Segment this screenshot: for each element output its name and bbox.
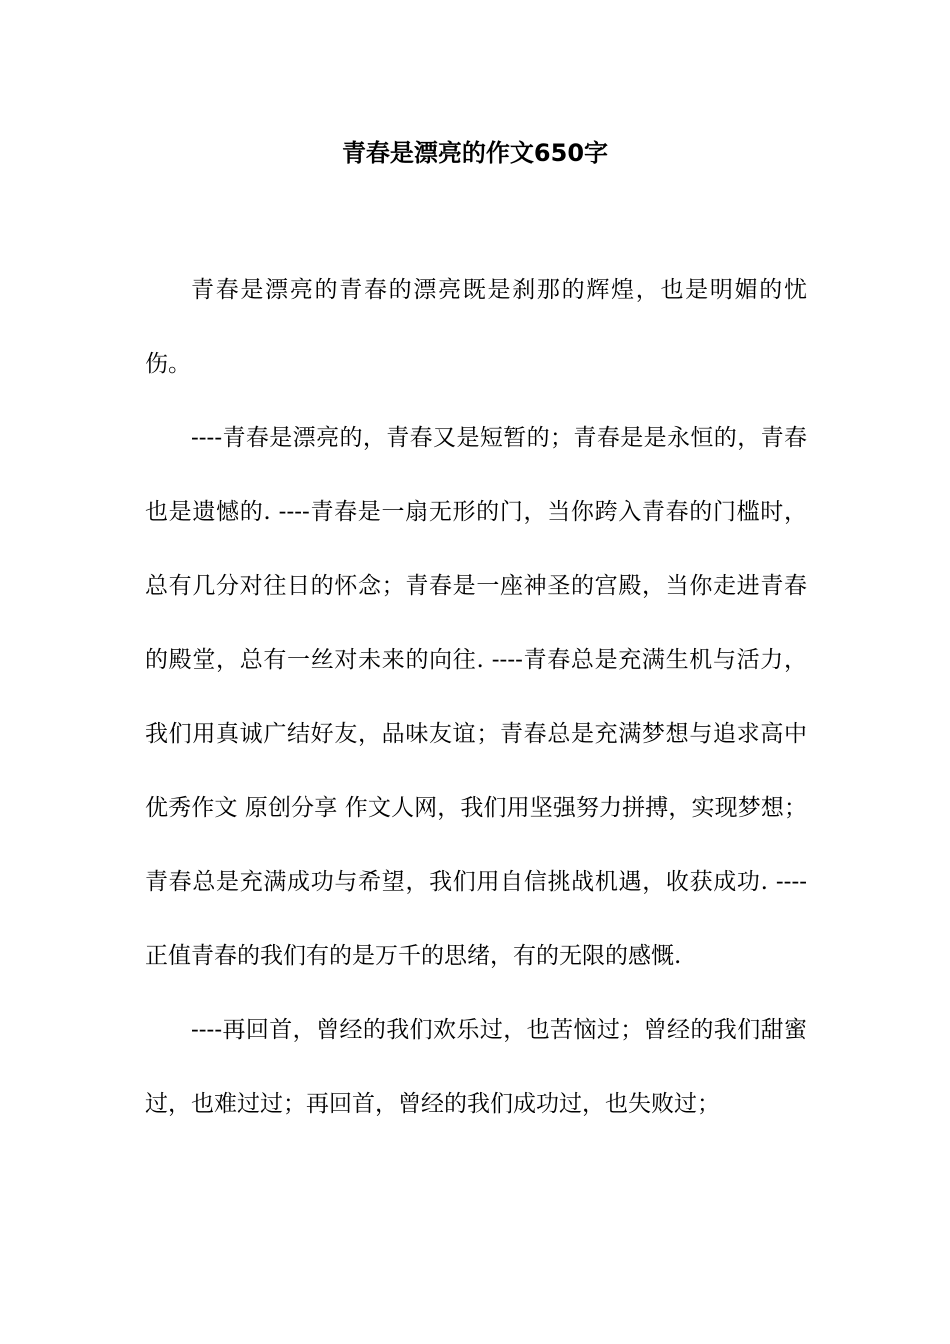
paragraph-3: ----再回首，曾经的我们欢乐过，也苦恼过；曾经的我们甜蜜过，也难过过；再回首，曾经的我们成功过，也失败过； xyxy=(145,1017,807,1117)
paragraph-2: ----青春是漂亮的，青春又是短暂的；青春是是永恒的，青春也是遗憾的. ----青春是一扇无形的门，当你跨入青春的门槛时，总有几分对往日的怀念；青春是一座神圣的宫殿，当你走进青春的殿堂，总有一丝对未来的向往. ----青春总是充满生机与活力，我们用真诚广结好友，品味友谊；青春总是充满梦想与追求高中优秀作文 原创分享 作文人网，我们用坚强努力拼搏，实现梦想；青春总是充满成功与希望，我们用自信挑战机遇，收获成功. ----正值青春的我们有的是万千的思绪，有的无限的感慨. xyxy=(145,425,807,969)
document-title: 青春是漂亮的作文650字 xyxy=(341,139,609,167)
paragraph-1: 青春是漂亮的青春的漂亮既是刹那的辉煌，也是明媚的忧伤。 xyxy=(145,277,807,377)
document-body xyxy=(145,253,807,1141)
